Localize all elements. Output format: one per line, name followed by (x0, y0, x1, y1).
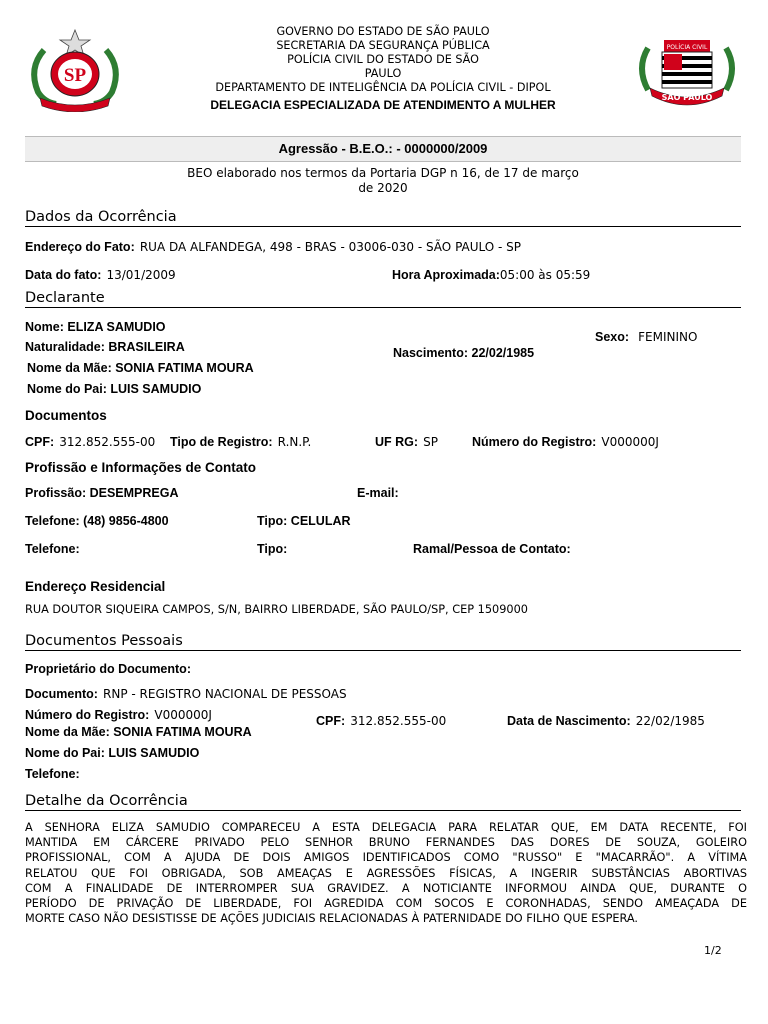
numero-registro (472, 431, 659, 450)
beo-note-line-1: BEO elaborado nos termos da Portaria DGP n 16, de 17 de março (187, 166, 579, 180)
detalhe-line: PROFISSIONAL, COM A AJUDA DE DOIS AMIGOS IDENTIFICADOS COMO "RUSSO" E "MACARRÃO". A VÍTIMA (25, 851, 747, 865)
detalhe-line: A SENHORA ELIZA SAMUDIO COMPARECEU A ESTA DELEGACIA PARA RELATAR QUE, EM DATA RECENTE, FOI (25, 821, 747, 834)
sexo-value: FEMININO (638, 330, 698, 344)
telefone-2: Telefone: (25, 542, 80, 556)
endereco-fato-label: Endereço do Fato: (25, 240, 135, 254)
uf-rg-label: UF RG: (375, 435, 419, 449)
tipo-telefone-2: Tipo: (257, 542, 288, 556)
dp-nascimento-label: Data de Nascimento: (507, 714, 631, 728)
declarante-mae: Nome da Mãe: SONIA FATIMA MOURA (27, 361, 254, 375)
header-line-2: SECRETARIA DA SEGURANÇA PÚBLICA (276, 39, 490, 52)
contato-title: Profissão e Informações de Contato (25, 460, 257, 475)
hora-label: Hora Aproximada: (392, 268, 500, 282)
endereco-residencial-title: Endereço Residencial (25, 579, 166, 594)
declarante-naturalidade: Naturalidade: BRASILEIRA (25, 340, 185, 354)
header-line-5: DEPARTAMENTO DE INTELIGÊNCIA DA POLÍCIA CIVIL - DIPOL (215, 81, 551, 94)
detalhe-line: COM A FINALIDADE DE INTERROMPER SUA GRAVIDEZ. A NOTICIANTE INFORMOU AINDA QUE, DURANTE O (25, 881, 747, 895)
endereco-fato-value: RUA DA ALFANDEGA, 498 - BRAS - 03006-030 - SÃO PAULO - SP (139, 240, 522, 254)
detalhe-line: RELATOU QUE FOI OBRIGADA, SOB AMEAÇAS E AGRESSÕES FÍSICAS, A INGERIR SUBSTÂNCIAS ABORTIVAS (25, 866, 747, 880)
tipo-telefone-1: Tipo: CELULAR (257, 514, 351, 528)
section-declarante: Declarante (25, 290, 741, 308)
dp-numero-registro-value: V000000J (154, 708, 212, 722)
uf-rg-value: SP (423, 435, 439, 449)
detalhe-text (25, 820, 747, 926)
hora-aproximada (392, 264, 590, 283)
section-documentos-pessoais: Documentos Pessoais (25, 633, 741, 651)
numero-registro-value: V000000J (601, 435, 659, 449)
detalhe-line: PERÍODO DE PRIVAÇÃO DE LIBERDADE, FOI AGREDIDA COM SOCOS E CORONHADAS, SENDO AMEAÇADA DE (25, 897, 747, 911)
documento (25, 683, 347, 702)
seal-sp-letters: SP (63, 65, 87, 86)
telefone-1: Telefone: (48) 9856-4800 (25, 514, 169, 528)
endereco-fato (25, 236, 521, 255)
uf-rg (375, 431, 438, 450)
delegacia-name: DELEGACIA ESPECIALIZADA DE ATENDIMENTO A MULHER (210, 98, 556, 112)
endereco-residencial-value: RUA DOUTOR SIQUEIRA CAMPOS, S/N, BAIRRO LIBERDADE, SÃO PAULO/SP, CEP 1509000 (25, 603, 528, 616)
header-line-1: GOVERNO DO ESTADO DE SÃO PAULO (276, 25, 490, 38)
page-number: 1/2 (704, 944, 722, 957)
declarante-nome: Nome: ELIZA SAMUDIO (25, 320, 166, 334)
dp-pai: Nome do Pai: LUIS SAMUDIO (25, 746, 200, 760)
dp-mae: Nome da Mãe: SONIA FATIMA MOURA (25, 725, 252, 739)
dp-telefone: Telefone: (25, 767, 80, 781)
dp-cpf (316, 710, 446, 729)
sexo-label: Sexo: (595, 330, 630, 344)
dp-numero-registro (25, 704, 212, 723)
tipo-registro (170, 431, 311, 450)
dp-cpf-label: CPF: (316, 714, 346, 728)
profissao: Profissão: DESEMPREGA (25, 486, 179, 500)
policia-civil-seal (634, 34, 740, 106)
cpf-value: 312.852.555-00 (59, 435, 156, 449)
proprietario-documento: Proprietário do Documento: (25, 662, 191, 676)
hora-value: 05:00 às 05:59 (499, 268, 591, 282)
documento-label: Documento: (25, 687, 98, 701)
tipo-registro-value: R.N.P. (277, 435, 312, 449)
seal-top-text: POLÍCIA CIVIL (666, 44, 708, 51)
documentos-title: Documentos (25, 408, 107, 423)
cpf-label: CPF: (25, 435, 55, 449)
documento-value: RNP - REGISTRO NACIONAL DE PESSOAS (103, 687, 347, 701)
seal-bottom-text: SÃO PAULO (661, 93, 713, 102)
sp-state-seal (22, 28, 128, 112)
data-fato (25, 264, 176, 283)
data-fato-label: Data do fato: (25, 268, 102, 282)
section-detalhe-ocorrencia: Detalhe da Ocorrência (25, 793, 741, 811)
dp-nascimento-value: 22/02/1985 (635, 714, 705, 728)
beo-note-line-2: de 2020 (358, 181, 408, 195)
declarante-sexo (595, 326, 697, 345)
data-fato-value: 13/01/2009 (106, 268, 176, 282)
header-line-4: PAULO (364, 67, 402, 80)
detalhe-line: MANTIDA EM CÁRCERE PRIVADO PELO SENHOR BRUNO FERNANDES DAS DORES DE SOUZA, GOLEIRO (25, 836, 747, 850)
dp-data-nascimento (507, 710, 705, 729)
email: E-mail: (357, 486, 399, 500)
numero-registro-label: Número do Registro: (472, 435, 597, 449)
detalhe-line: MORTE CASO NÃO DESISTISSE DE AÇÕES JUDICIAIS RELACIONADAS À PATERNIDADE DO FILHO QUE ESPERA. (25, 912, 639, 926)
section-dados-ocorrencia: Dados da Ocorrência (25, 209, 741, 227)
dp-numero-registro-label: Número do Registro: (25, 708, 150, 722)
declarante-nascimento: Nascimento: 22/02/1985 (393, 346, 535, 360)
tipo-registro-label: Tipo de Registro: (170, 435, 273, 449)
declarante-pai: Nome do Pai: LUIS SAMUDIO (27, 382, 202, 396)
dp-cpf-value: 312.852.555-00 (350, 714, 447, 728)
declarante-cpf (25, 431, 155, 450)
beo-title: Agressão - B.E.O.: - 0000000/2009 (278, 141, 488, 156)
ramal-contato: Ramal/Pessoa de Contato: (413, 542, 571, 556)
header-line-3: POLÍCIA CIVIL DO ESTADO DE SÃO (287, 53, 479, 66)
